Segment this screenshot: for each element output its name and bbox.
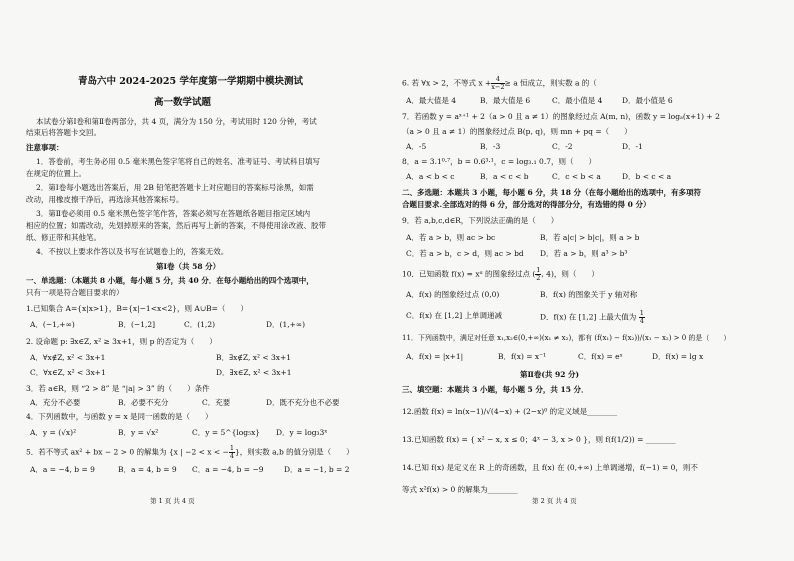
question-14-cont: 等式 x²f(x) > 0 的解集为________ <box>402 485 518 494</box>
option-d: D．a = −1, b = 2 <box>284 465 350 474</box>
option-a: A．-5 <box>406 142 427 151</box>
option-d: D．y = log₃3ˣ <box>276 428 328 437</box>
question-6-text: 6. 若 ∀x > 2，不等式 x + <box>402 78 492 88</box>
question-5-text-cont: }，则实数 a,b 的值分别是（ ） <box>234 447 354 457</box>
question-9: 9．若 a,b,c,d∈R，下列说法正确的是（ ） <box>402 216 559 225</box>
option-d: D．(1,+∞) <box>266 320 306 329</box>
option-b: B．f(x) 的图象关于 y 轴对称 <box>540 290 638 299</box>
option-a: A．(−1,+∞) <box>30 320 75 329</box>
option-b: B．f(x) = x⁻¹ <box>498 352 547 361</box>
option-c: C．-2 <box>552 142 573 151</box>
option-d: D．最小值是 6 <box>622 96 673 105</box>
section-2-heading: 二、多选题：本题共 3 小题，每小题 6 分，共 18 分（在每小题给出的选项中，有多项符 <box>402 188 702 197</box>
section-1-heading: 一、单选题：（本题共 8 小题，每小题 5 分，共 40 分．在每小题给出的四个选项中， <box>26 276 314 285</box>
option-c: C．∀x∈Z, x² < 3x+1 <box>30 368 106 377</box>
denominator: 4 <box>229 452 234 460</box>
option-d: D．-1 <box>622 142 643 151</box>
intro-line: 本试卷分第Ⅰ卷和第Ⅱ卷两部分，共 4 页，满分为 150 分，考试用时 120 分钟，考试 <box>36 117 317 126</box>
notice-line: 在规定的位置上。 <box>26 169 86 178</box>
option-d: D．∃x∈Z, x² < 3x+1 <box>216 368 292 377</box>
question-6 <box>402 76 597 91</box>
question-7-cont: （a > 0 且 a ≠ 1）的图象经过点 B(p, q)，则 mn + pq =（ ） <box>402 127 632 136</box>
notice-line: 3．第Ⅱ卷必须用 0.5 毫米黑色签字笔作答，答案必须写在答题纸各题目指定区域内 <box>36 209 311 218</box>
notice-heading: 注意事项： <box>26 143 64 152</box>
denominator: x−2 <box>491 83 505 91</box>
option-c: C．f(x) 在 [1,2] 上单调递减 <box>406 311 503 320</box>
option-d: D．若 a > b，则 a³ > b³ <box>540 249 628 258</box>
notice-line: 相应的位置；如需改动，先划掉原来的答案，然后再写上新的答案，不得使用涂改液、胶带 <box>26 221 326 230</box>
numerator: 4 <box>491 76 504 84</box>
notice-line: 4．不按以上要求作答以及书写在试题卷上的，答案无效。 <box>36 247 229 256</box>
part-2-heading: 第Ⅱ卷(共 92 分) <box>520 370 580 379</box>
option-b: B．a < c < b <box>480 172 529 181</box>
question-10-text-cont: , 4)，则（ ） <box>541 269 599 279</box>
option-c: C．c < b < a <box>552 172 601 181</box>
option-a: A．若 a > b，则 ac > bc <box>406 233 496 242</box>
option-b: B．若 a|c| > b|c|，则 a > b <box>540 233 640 242</box>
question-12: 12.函数 f(x) = ln(x−1)/√(4−x) + (2−x)⁰ 的定义域是________ <box>402 407 618 416</box>
section-1-heading-cont: 只有一项是符合题目要求的） <box>26 288 124 297</box>
numerator: 1 <box>536 266 541 274</box>
option-a: A．∀x∉Z, x² < 3x+1 <box>30 353 106 362</box>
option-a: A．最大值是 4 <box>406 96 457 105</box>
subject-title: 高一数学试题 <box>154 97 212 108</box>
numerator: 1 <box>229 444 234 452</box>
option-c: C．(1,2) <box>184 320 216 329</box>
notice-line: 2．第Ⅰ卷每小题选出答案后，用 2B 铅笔把答题卡上对应题目的答案标号涂黑，如需 <box>36 183 314 192</box>
option-a: A．y = (√x)² <box>30 428 77 437</box>
question-2: 2. 设命题 p: ∃x∈Z, x² ≥ 3x+1，则 p 的否定为（ ） <box>26 337 217 346</box>
option-b: B．a = 4, b = 9 <box>118 465 177 474</box>
option-a: A．a = −4, b = 9 <box>30 465 95 474</box>
option-b: B．-3 <box>480 142 501 151</box>
intro-line: 结束后将答题卡交回。 <box>26 128 101 137</box>
option-c: C．y = 5^{log₅x} <box>192 428 261 437</box>
fraction <box>639 310 645 325</box>
part-1-heading: 第Ⅰ卷（共 58 分） <box>156 262 221 271</box>
option-a: A．充分不必要 <box>30 398 81 407</box>
fraction <box>491 76 504 91</box>
denominator: 4 <box>639 317 644 325</box>
option-c: C．f(x) = eˣ <box>578 352 623 361</box>
question-1: 1.已知集合 A={x|x>1}，B={x|−1<x<2}，则 A∪B=（ ） <box>26 304 248 313</box>
option-a: A．a < b < c <box>406 172 455 181</box>
notice-line: 纸、修正带和其他笔。 <box>26 233 101 242</box>
question-6-text-cont: ≥ a 恒成立，则实数 a 的（ <box>504 78 597 88</box>
page-2-footer: 第 2 页 共 4 页 <box>532 497 577 505</box>
page-1-footer: 第 1 页 共 4 页 <box>150 497 195 505</box>
question-10-text: 10．已知函数 f(x) = xᵅ 的图象经过点 <box>402 269 530 279</box>
option-d: D．既不充分也不必要 <box>266 398 340 407</box>
question-10: 10．已知函数 f(x) = xᵅ 的图象经过点 ( $\frac{1}{2}$ , 4)，则（ ） <box>402 266 599 282</box>
question-5-text: 5．若不等式 ax² + bx − 2 > 0 的解集为 {x | −2 < x < − <box>26 447 229 457</box>
option-b: B．最大值是 6 <box>480 96 531 105</box>
school-title: 青岛六中 2024-2025 学年度第一学期期中模块测试 <box>78 76 303 87</box>
notice-line: 1．答卷前，考生务必用 0.5 毫米黑色签字笔将自己的姓名、准考证号、考试科目填写 <box>36 157 320 166</box>
section-2-heading-cont: 合题目要求.全部选对的得 6 分，部分选对的得部分分，有选错的得 0 分） <box>402 200 651 209</box>
question-3: 3．若 a∈R，则 “2 > 8” 是 “|a| > 3” 的（ ）条件 <box>26 384 210 393</box>
question-14: 14.已知 f(x) 是定义在 R 上的奇函数，且 f(x) 在 (0,+∞) 上单调递增，f(−1) = 0，则不 <box>402 463 698 472</box>
option-d: D．f(x) = lg x <box>652 352 704 361</box>
question-8: 8．a = 3.1⁰·⁷，b = 0.6³·¹，c = log₃.₁ 0.7，则（ ） <box>402 157 596 166</box>
option-c: C．最小值是 4 <box>552 96 603 105</box>
question-11: 11．下列函数中，满足对任意 x₁,x₂∈(0,+∞)(x₁ ≠ x₂)，都有 (f(x₁) − f(x₂))/(x₁ − x₂) > 0 的是（ ） <box>402 334 731 342</box>
question-5 <box>26 445 354 460</box>
question-7: 7．若函数 y = aˣ⁺¹ + 2（a > 0 且 a ≠ 1）的图象经过点 A(m, n)，函数 y = logₐ(x+1) + 2 <box>402 112 720 121</box>
option-d-text: D．f(x) 在 [1,2] 上最大值为 <box>540 312 637 322</box>
option-c: C．若 a > b，c > d，则 ac > bd <box>406 249 524 258</box>
option-b: B．必要不充分 <box>118 398 169 407</box>
option-b: B．y = √x² <box>118 428 159 437</box>
option-a: A．f(x) = |x+1| <box>406 352 464 361</box>
option-b: B．(−1,2] <box>118 320 156 329</box>
option-a: A．f(x) 的图象经过点 (0,0) <box>406 290 500 299</box>
notice-line: 改动，用橡皮擦干净后，再选涂其他答案标号。 <box>26 195 184 204</box>
question-4: 4．下列函数中，与函数 y = x 是同一函数的是（ ） <box>26 412 213 421</box>
option-c: C．a = −4, b = −9 <box>192 465 264 474</box>
option-c: C．充要 <box>202 398 231 407</box>
numerator: 1 <box>639 309 644 317</box>
question-13: 13.已知函数 f(x) = { x² − x, x ≤ 0；4ˣ − 3, x > 0 }，则 f(f(1/2)) = ________ <box>402 435 676 444</box>
denominator: 2 <box>536 274 541 282</box>
option-d: D．b < c < a <box>622 172 672 181</box>
option-b: B．∃x∉Z, x² < 3x+1 <box>216 353 292 362</box>
option-d <box>540 310 645 325</box>
section-3-heading: 三、填空题：本题共 3 小题，每小题 5 分，共 15 分． <box>402 385 589 394</box>
